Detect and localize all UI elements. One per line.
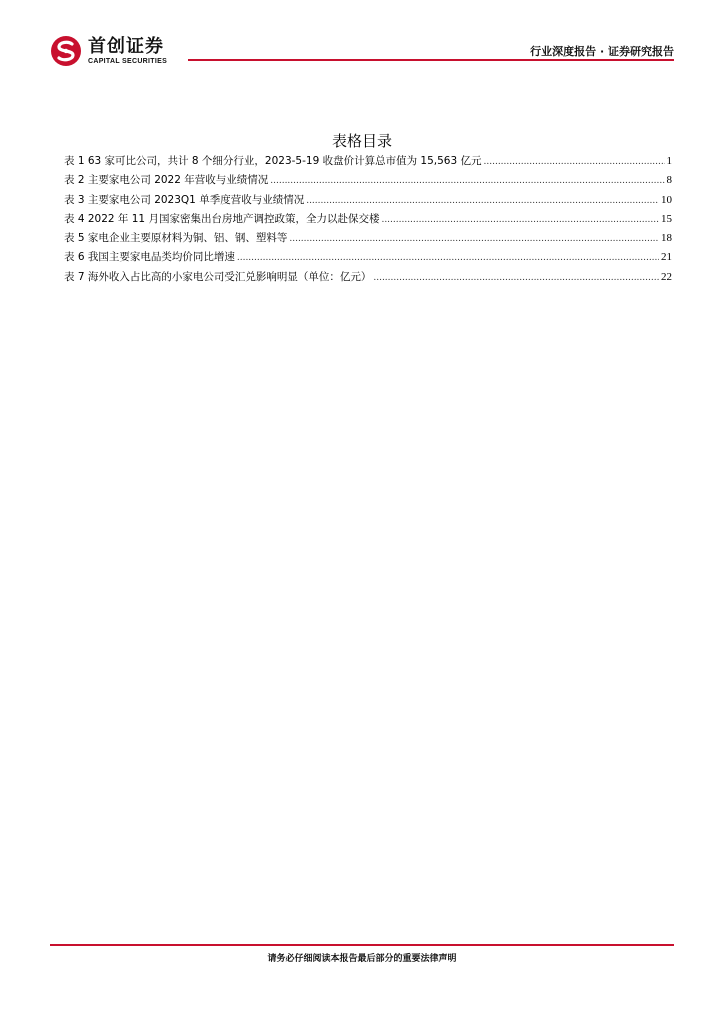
- toc-entry[interactable]: [64, 153, 672, 172]
- toc-leader-dots: [306, 196, 659, 206]
- toc-leader-dots: [484, 157, 665, 167]
- toc-leader-dots: [270, 176, 664, 186]
- logo-english-name: CAPITAL SECURITIES: [88, 57, 168, 65]
- toc-entry-label[interactable]: 表 3 主要家电公司 2023Q1 单季度营收与业绩情况: [64, 193, 305, 206]
- toc-leader-dots: [373, 273, 659, 283]
- toc-entry[interactable]: [64, 192, 672, 211]
- legal-disclaimer: 请务必仔细阅读本报告最后部分的重要法律声明: [267, 954, 457, 964]
- toc-title: 表格目录: [331, 132, 392, 150]
- page-header: [50, 34, 674, 64]
- header-divider: [188, 59, 674, 61]
- toc-entry[interactable]: [64, 172, 672, 191]
- report-type-label: 行业深度报告 · 证券研究报告: [530, 45, 674, 58]
- toc-leader-dots: [381, 215, 659, 225]
- table-of-contents: [64, 153, 672, 288]
- toc-entry[interactable]: [64, 249, 672, 268]
- toc-entry-label[interactable]: 表 7 海外收入占比高的小家电公司受汇兑影响明显（单位：亿元）: [64, 270, 372, 283]
- toc-leader-dots: [289, 234, 659, 244]
- toc-entry-page[interactable]: 18: [661, 232, 672, 245]
- toc-entry[interactable]: [64, 269, 672, 288]
- logo-chinese-name: 首创证券: [88, 35, 164, 57]
- toc-leader-dots: [237, 253, 659, 263]
- toc-entry-label[interactable]: 表 5 家电企业主要原材料为铜、铝、钢、塑料等: [64, 232, 288, 245]
- toc-entry-page[interactable]: 21: [661, 251, 672, 264]
- toc-entry-page[interactable]: 22: [661, 270, 672, 283]
- toc-entry-label[interactable]: 表 6 我国主要家电品类均价同比增速: [64, 251, 235, 264]
- company-logo: [50, 34, 167, 68]
- toc-entry-page[interactable]: 1: [666, 155, 672, 167]
- toc-entry-page[interactable]: 8: [666, 174, 672, 187]
- toc-entry-page[interactable]: 15: [661, 212, 672, 225]
- toc-entry[interactable]: [64, 211, 672, 230]
- toc-entry[interactable]: [64, 230, 672, 249]
- toc-entry-label[interactable]: 表 2 主要家电公司 2022 年营收与业绩情况: [64, 174, 269, 187]
- toc-entry-page[interactable]: 10: [661, 193, 672, 206]
- toc-entry-label[interactable]: 表 4 2022 年 11 月国家密集出台房地产调控政策，全力以赴保交楼: [64, 212, 380, 225]
- toc-entry-label[interactable]: 表 1 63 家可比公司，共计 8 个细分行业，2023-5-19 收盘价计算总市值为 15,563 亿元: [64, 155, 482, 167]
- logo-icon: [50, 35, 82, 67]
- footer-divider: [50, 944, 674, 946]
